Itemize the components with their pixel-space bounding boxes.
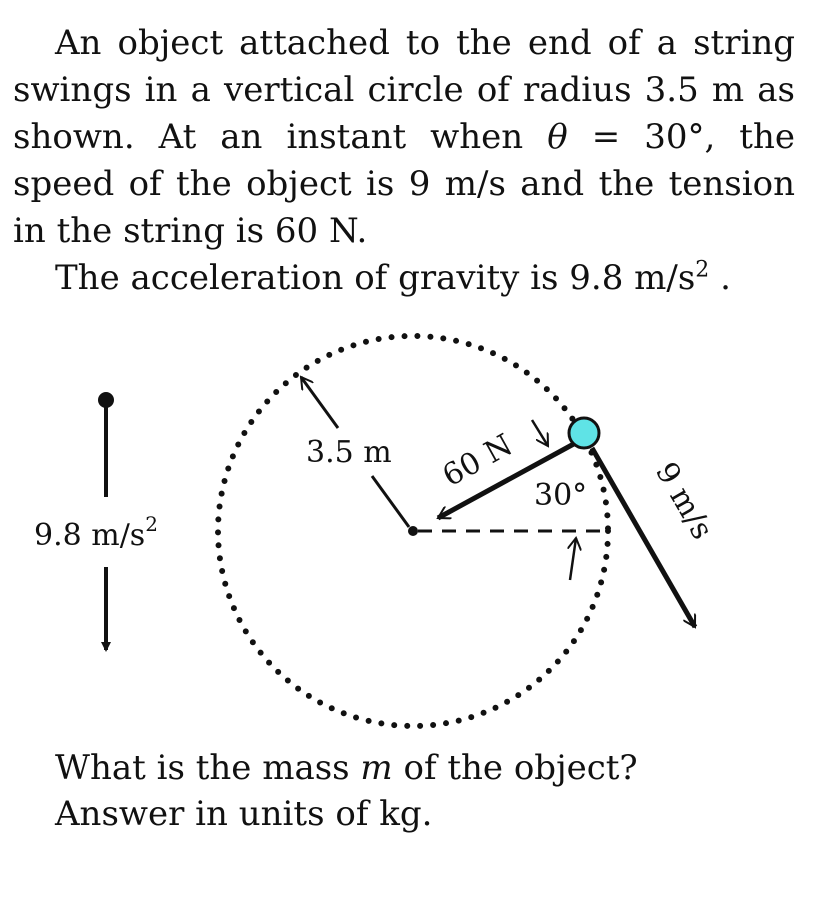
gravity-indicator (34, 392, 158, 650)
gravity-sentence-end: . (709, 258, 731, 298)
radius-arrow-upper (301, 377, 338, 428)
gravity-sentence-exponent: 2 (695, 257, 710, 283)
question-line-2: Answer in units of kg. (55, 794, 433, 834)
tension-label: 60 N (436, 427, 519, 494)
question (55, 745, 638, 837)
circle-center (408, 526, 418, 536)
speed-label: 9 m/s (648, 456, 720, 546)
question-line-1: What is the mass m of the object? (55, 748, 638, 788)
gravity-label: 9.8 $m/s^2$ (34, 512, 158, 553)
gravity-sentence: The acceleration of gravity is 9.8 m/s (55, 258, 696, 298)
radius-label: 3.5 m (306, 435, 392, 470)
problem-text-b: = 30°, the speed of the object is 9 m/s and the tension in the string is 60 N. (13, 117, 795, 251)
radius-arrow-lower (372, 476, 409, 527)
angle-label: 30° (534, 478, 588, 513)
swinging-object (569, 418, 599, 448)
angle-arrow-bottom (570, 538, 576, 580)
mass-symbol: m (360, 748, 393, 788)
problem-text-a: An object attached to the end of a string swings in a vertical circle of radius 3.5 m as shown. At an instant when (13, 23, 795, 157)
angle-arrow-top (532, 420, 548, 446)
theta-symbol: θ (547, 117, 568, 157)
